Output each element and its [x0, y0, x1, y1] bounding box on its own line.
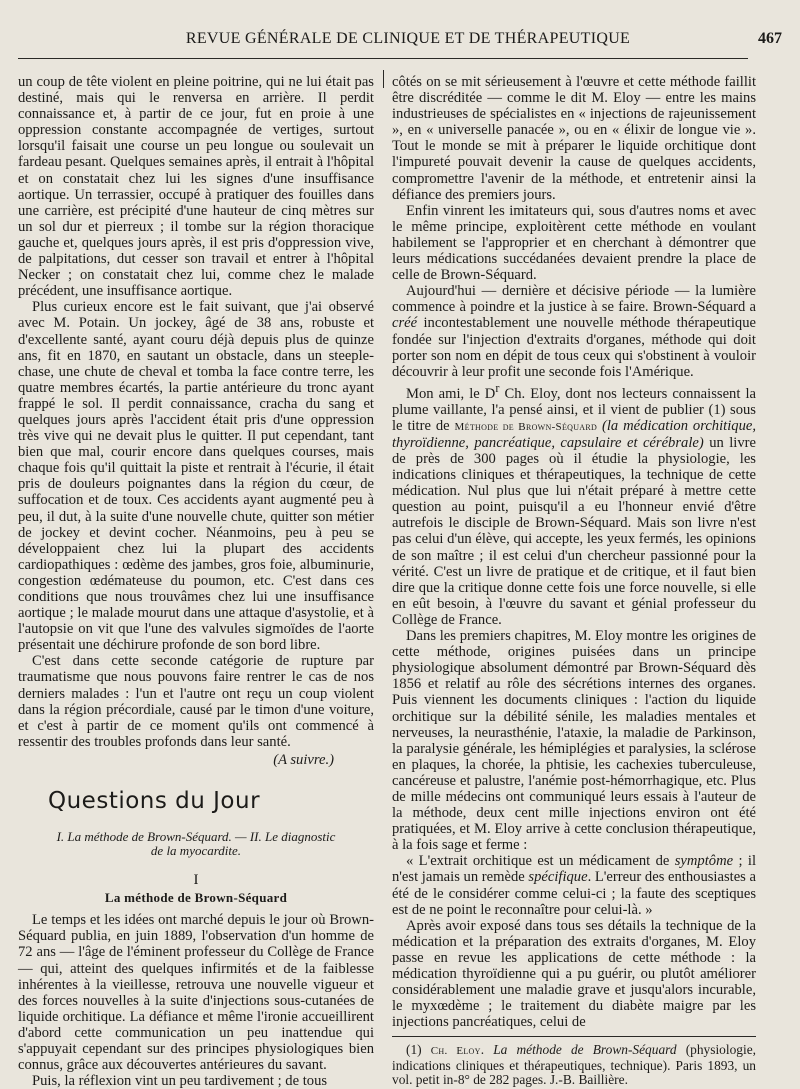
text-run: (physiologie, indications cliniques et thérapeutiques, technique). Paris 1893, un vol. petit in-8° de 282 pages. J.-B. Baillière. [392, 1042, 756, 1088]
section-summary-line: de la myocardite. [150, 843, 242, 859]
emphasis: spécifique [528, 869, 588, 886]
column-divider [383, 70, 384, 88]
text-run: Mon ami, le D [406, 385, 496, 402]
paragraph: Plus curieux encore est le fait suivant, que j'ai observé avec M. Potain. Un jockey, âgé de 38 ans, robuste et d'excellente santé, ayant couru déjà depuis plus de quinze ans, fit en 1870, en sautant un obstacle, dans un steeple-chase, une chute de cheval et tomba la face contre terre, les quatre membres écartés, la partie antérieure du tronc ayant frappé le sol. Il perdit connaissance, cracha du sang et quelques jours après l'accident était pris d'une oppression très vive qui ne devait plus le quitter. Il put cependant, tant bien que mal, courir encore dans quelques courses, mais chaque fois qu'il quittait la piste et rentrait à l'écurie, il était pris de douleurs poignantes dans la région du cœur, de suffocation et de toux. Ces accidents ayant augmenté peu à peu, il dut, à la suite d'une nouvelle chute, quitter son métier de jockey et devint cocher. Néanmoins, peu à peu se développaient chez lui la plupart des accidents cardiopathiques : œdème des jambes, gros foie, albuminurie, congestion œdémateuse du poumon, etc. C'est dans ces conditions que nous trouvâmes chez lui une insuffisance aortique ; le malade mourut dans une attaque d'asystolie, et à l'autopsie on vit que l'une des valvules sigmoïdes de l'aorte présentait une déchirure profonde de son bord libre. [18, 299, 374, 654]
paragraph: Puis, la réflexion vint un peu tardivement ; de tous [32, 1073, 328, 1089]
header-rule [18, 58, 748, 59]
text-run: incontestablement une nouvelle méthode thérapeutique fondée sur l'injection d'extraits d'organes, méthode qui doit porter son nom en dépit de tous ceux qui s'obstinent à vouloir découvrir à leur profit une seconde fois l'Amérique. [392, 315, 756, 380]
text-run: « L'extrait orchitique est un médicament de [406, 853, 675, 870]
running-header [18, 30, 782, 52]
book-title: La méthode de Brown-Séquard [493, 1042, 677, 1058]
paragraph [392, 380, 756, 628]
footnote [392, 1043, 756, 1088]
text-run: Ch. Eloy, dont nos lecteurs connaissent la plume vaillante, l'a pensé ainsi, et il vient de publier (1) sous le titre de [392, 385, 756, 434]
emphasis: créé [392, 315, 418, 332]
section-heading: Questions du Jour [48, 788, 261, 815]
book-subtitle: (la médication orchitique, thyroïdienne, pancréatique, capsulaire et cérébrale) [392, 417, 756, 451]
article-title: La méthode de Brown-Séquard [104, 890, 288, 906]
footnote-rule [392, 1036, 756, 1037]
text-run: ; il n'est jamais un remède [392, 853, 757, 886]
part-numeral: I [193, 872, 199, 889]
emphasis: symptôme [674, 853, 734, 870]
text-run: un livre de près de 300 pages où il étudie la physiologie, les indications cliniques et thérapeutiques, la technique de cette médication. Nul plus que lui n'était préparé à mettre cette question au point, puisqu'il a eu l'honneur envié d'être autrefois le disciple de Brown-Séquard. Mais son livre n'est pas celui d'un élève, qui accepte, les yeux fermés, les opinions de son maître ; il est celui d'un chercheur passionné pour la vérité. C'est un livre de pratique et de critique, et il faut bien dire que la critique donne cette fois une force nouvelle, si elle en eût besoin, à l'œuvre du savant et génial professeur du Collège de France. [392, 434, 756, 628]
journal-title: REVUE GÉNÉRALE DE CLINIQUE ET DE THÉRAPEUTIQUE [185, 30, 631, 47]
page-number: 467 [758, 30, 782, 47]
right-column [392, 74, 756, 1088]
paragraph: Le temps et les idées ont marché depuis le jour où Brown-Séquard publia, en juin 1889, l'observation d'un homme de 72 ans — l'âge de l'éminent professeur du Collège de France — qui, atteint des quelques infirmités et de la faiblesse inhérentes à la vieillesse, retrouva une nouvelle vigueur et des forces nouvelles à la suite d'injections sous-cutanées de liquide orchitique. La défiance et même l'ironie accueillirent d'abord cette communication un peu inattendue qui s'appuyait cependant sur des principes physiologiques bien connus, grâce aux découvertes antérieures du savant. [18, 912, 374, 1074]
paragraph: un coup de tête violent en pleine poitrine, qui ne lui était pas destiné, mais qui le renversa en arrière. Il perdit connaissance et, à partir de ce jour, fut en proie à une oppression constante accompagnée de vertiges, surtout lorsqu'il faisait une course un peu longue ou soulevait un fardeau pesant. Quelques semaines après, il entrait à l'hôpital et on constatait chez lui les signes d'une insuffisance aortique. Un terrassier, occupé à pratiquer des fouilles dans une carrière, est précipité d'une hauteur de cinq mètres sur un sol dur et pierreux ; il tombe sur la région thoracique gauche et, quelques jours après, il est pris d'oppression vive, de palpitations, dut cesser son travail et entrer à l'hôpital Necker ; on constatait chez lui, comme chez le malade précédent, une insuffisance aortique. [18, 74, 374, 300]
text-run: . L'erreur des enthousiastes a été de le considérer comme celui-ci ; la faute des sceptiques est de ne point le reconnaître pour celui-là. » [392, 869, 756, 918]
superscript: r [495, 380, 500, 395]
paragraph: Enfin vinrent les imitateurs qui, sous d'autres noms et avec le même principe, exploitèrent cette méthode en voulant habilement se l'approprier et en cherchant à démontrer que leurs médications succédanées devaient prendre la place de celle de Brown-Séquard. [392, 202, 756, 284]
left-column [18, 74, 374, 1089]
paragraph: Dans les premiers chapitres, M. Eloy montre les origines de cette méthode, origines puisées dans un principe physiologique absolument démontré par Brown-Séquard dès 1856 et relatif au rôle des sécrétions internes des organes. Puis viennent les documents cliniques : l'action du liquide orchitique sur la débilité sénile, les maladies mentales et nerveuses, la neurasthénie, l'ataxie, la maladie de Parkinson, la paralysie générale, les hémiplégies et paralysies, la sclérose en plaques, la chorée, la phtisie, les cachexies tuberculeuse, cancéreuse et palustre, l'anémie post-hémorrhagique, etc. Plus de mille médecins ont communiqué leurs essais à l'auteur de la méthode, deux cent mille injections environ ont été pratiquées, et M. Eloy arrive à cette conclusion thérapeutique, à la fois sage et ferme : [392, 628, 756, 854]
paragraph: côtés on se mit sérieusement à l'œuvre et cette méthode faillit être discréditée — comme le dit M. Eloy — entre les mains industrieuses de spécialistes en « injections de rajeunissement », en « universelle panacée », ou en « élixir de longue vie ». Tout le monde se mit à préparer le liquide orchitique dont l'impureté pouvait devenir la cause de quelques accidents, compromettre l'avenir de la méthode, et entretenir ainsi la défiance des premiers jours. [392, 74, 756, 203]
section-summary-line: I. La méthode de Brown-Séquard. — II. Le diagnostic [56, 829, 336, 845]
quotation [392, 853, 756, 917]
book-title: Méthode de Brown-Séquard [454, 420, 598, 433]
to-be-continued: (A suivre.) [273, 751, 334, 768]
paragraph: C'est dans cette seconde catégorie de rupture par traumatisme que nous pouvons faire rentrer le cas de nos derniers malades : l'un et l'autre ont reçu un coup violent dans la région précordiale, causé par le timon d'une voiture, et c'est à partir de ce moment qu'ils ont commencé à ressentir des troubles profonds dans leur santé. [18, 653, 374, 750]
text-run: Aujourd'hui — dernière et décisive période — la lumière commence à poindre et la justice à se faire. Brown-Séquard a [392, 283, 756, 316]
text-run: (1) [406, 1042, 431, 1058]
section-summary [18, 830, 374, 858]
text-run: . [480, 1042, 494, 1058]
paragraph [392, 283, 756, 380]
author-name: Ch. Eloy [430, 1045, 481, 1058]
paragraph: Après avoir exposé dans tous ses détails la technique de la médication et la préparation des extraits d'organes, M. Eloy passe en revue les applications de cette méthode : la médication thyroïdienne qui a pu guérir, ou plutôt améliorer considérablement une maladie grave et jusqu'alors incurable, le myxœdème ; le traitement du diabète maigre par les injections pancréatiques, celui de [392, 917, 756, 1031]
